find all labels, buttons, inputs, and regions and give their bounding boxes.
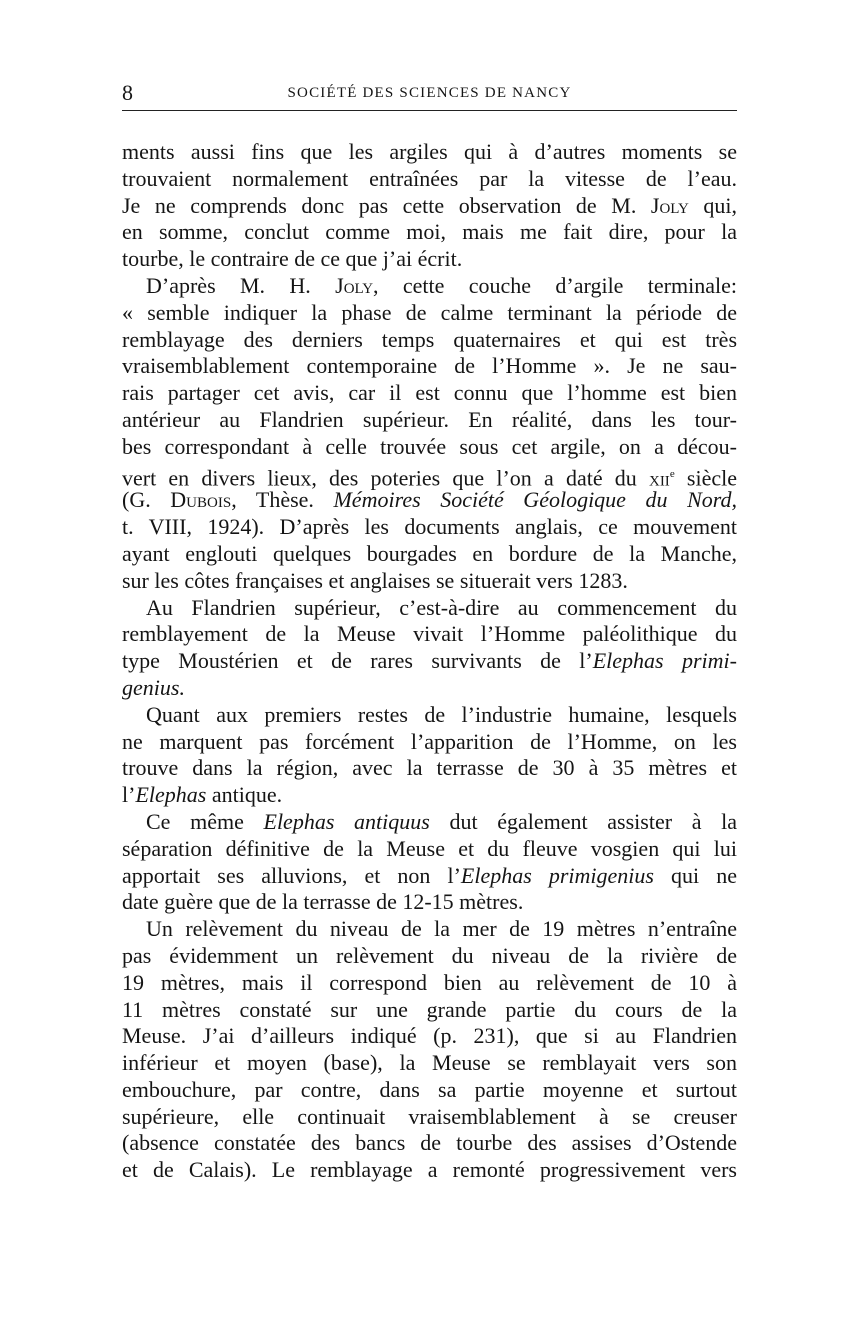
text-line: Quant aux premiers restes de l’industrie humaine, lesquels — [146, 701, 737, 727]
text-line: Je ne comprends donc pas cette observation de M. Joly qui, — [122, 192, 737, 218]
text-line: pas évidemment un relèvement du niveau de la rivière de — [122, 942, 737, 968]
text-line: en somme, conclut comme moi, mais me fait dire, pour la — [122, 219, 737, 245]
text-line: genius. — [122, 674, 185, 700]
text-line: ments aussi fins que les argiles qui à d’autres moments se — [122, 139, 737, 164]
text-line: inférieur et moyen (base), la Meuse se remblayait vers son — [122, 1050, 737, 1076]
body-text — [122, 139, 737, 1184]
page-header — [122, 80, 737, 108]
text-line: bes correspondant à celle trouvée sous cet argile, on a décou- — [122, 433, 737, 459]
text-line: date guère que de la terrasse de 12-15 mètres. — [122, 889, 524, 915]
text-line: l’Elephas antique. — [122, 782, 283, 808]
text-line: type Moustérien et de rares survivants de l’Elephas primi- — [122, 648, 737, 674]
text-line: 11 mètres constaté sur une grande partie du cours de la — [122, 996, 737, 1022]
text-line: remblayage des derniers temps quaternaires et qui est très — [122, 326, 737, 352]
text-line: supérieure, elle continuait vraisemblablement à se creuser — [122, 1103, 737, 1129]
text-line: Ce même Elephas antiquus dut également assister à la — [146, 808, 737, 834]
text-line: 19 mètres, mais il correspond bien au relèvement de 10 à — [122, 969, 737, 995]
text-line: vert en divers lieux, des poteries que l’on a daté du xii$^e$ siècle — [122, 464, 737, 490]
page-number: 8 — [122, 80, 133, 105]
text-line: D’après M. H. Joly, cette couche d’argile terminale: — [146, 272, 737, 298]
text-line: vraisemblablement contemporaine de l’Homme ». Je ne sau- — [122, 353, 737, 379]
text-line: Un relèvement du niveau de la mer de 19 mètres n’entraîne — [146, 916, 737, 942]
text-line: (G. Dubois, Thèse. Mémoires Société Géologique du Nord, — [122, 487, 738, 513]
text-line: trouve dans la région, avec la terrasse de 30 à 35 mètres et — [122, 755, 737, 781]
text-line: rais partager cet avis, car il est connu que l’homme est bien — [122, 380, 737, 406]
text-line: Au Flandrien supérieur, c’est-à-dire au commencement du — [146, 594, 737, 620]
text-line: et de Calais). Le remblayage a remonté progressivement vers — [122, 1157, 737, 1183]
text-line: trouvaient normalement entraînées par la vitesse de l’eau. — [122, 165, 737, 191]
text-line: tourbe, le contraire de ce que j’ai écrit. — [122, 246, 463, 272]
text-line: t. VIII, 1924). D’après les documents anglais, ce mouvement — [122, 514, 737, 540]
text-line: Meuse. J’ai d’ailleurs indiqué (p. 231), que si au Flandrien — [122, 1023, 737, 1049]
text-line: ne marquent pas forcément l’apparition de l’Homme, on les — [122, 728, 737, 754]
text-line: antérieur au Flandrien supérieur. En réalité, dans les tour- — [122, 406, 737, 432]
text-line: remblayement de la Meuse vivait l’Homme paléolithique du — [122, 621, 737, 647]
running-title: SOCIÉTÉ DES SCIENCES DE NANCY — [287, 85, 572, 101]
text-line: embouchure, par contre, dans sa partie moyenne et surtout — [122, 1076, 737, 1102]
text-line: ayant englouti quelques bourgades en bordure de la Manche, — [122, 540, 737, 566]
text-line: sur les côtes françaises et anglaises se situerait vers 1283. — [122, 567, 628, 593]
text-line: (absence constatée des bancs de tourbe des assises d’Ostende — [122, 1130, 737, 1156]
text-line: « semble indiquer la phase de calme terminant la période de — [122, 299, 737, 325]
text-line: apportait ses alluvions, et non l’Elephas primigenius qui ne — [122, 862, 737, 888]
text-line: séparation définitive de la Meuse et du fleuve vosgien qui lui — [122, 835, 737, 861]
header-rule — [122, 110, 737, 111]
